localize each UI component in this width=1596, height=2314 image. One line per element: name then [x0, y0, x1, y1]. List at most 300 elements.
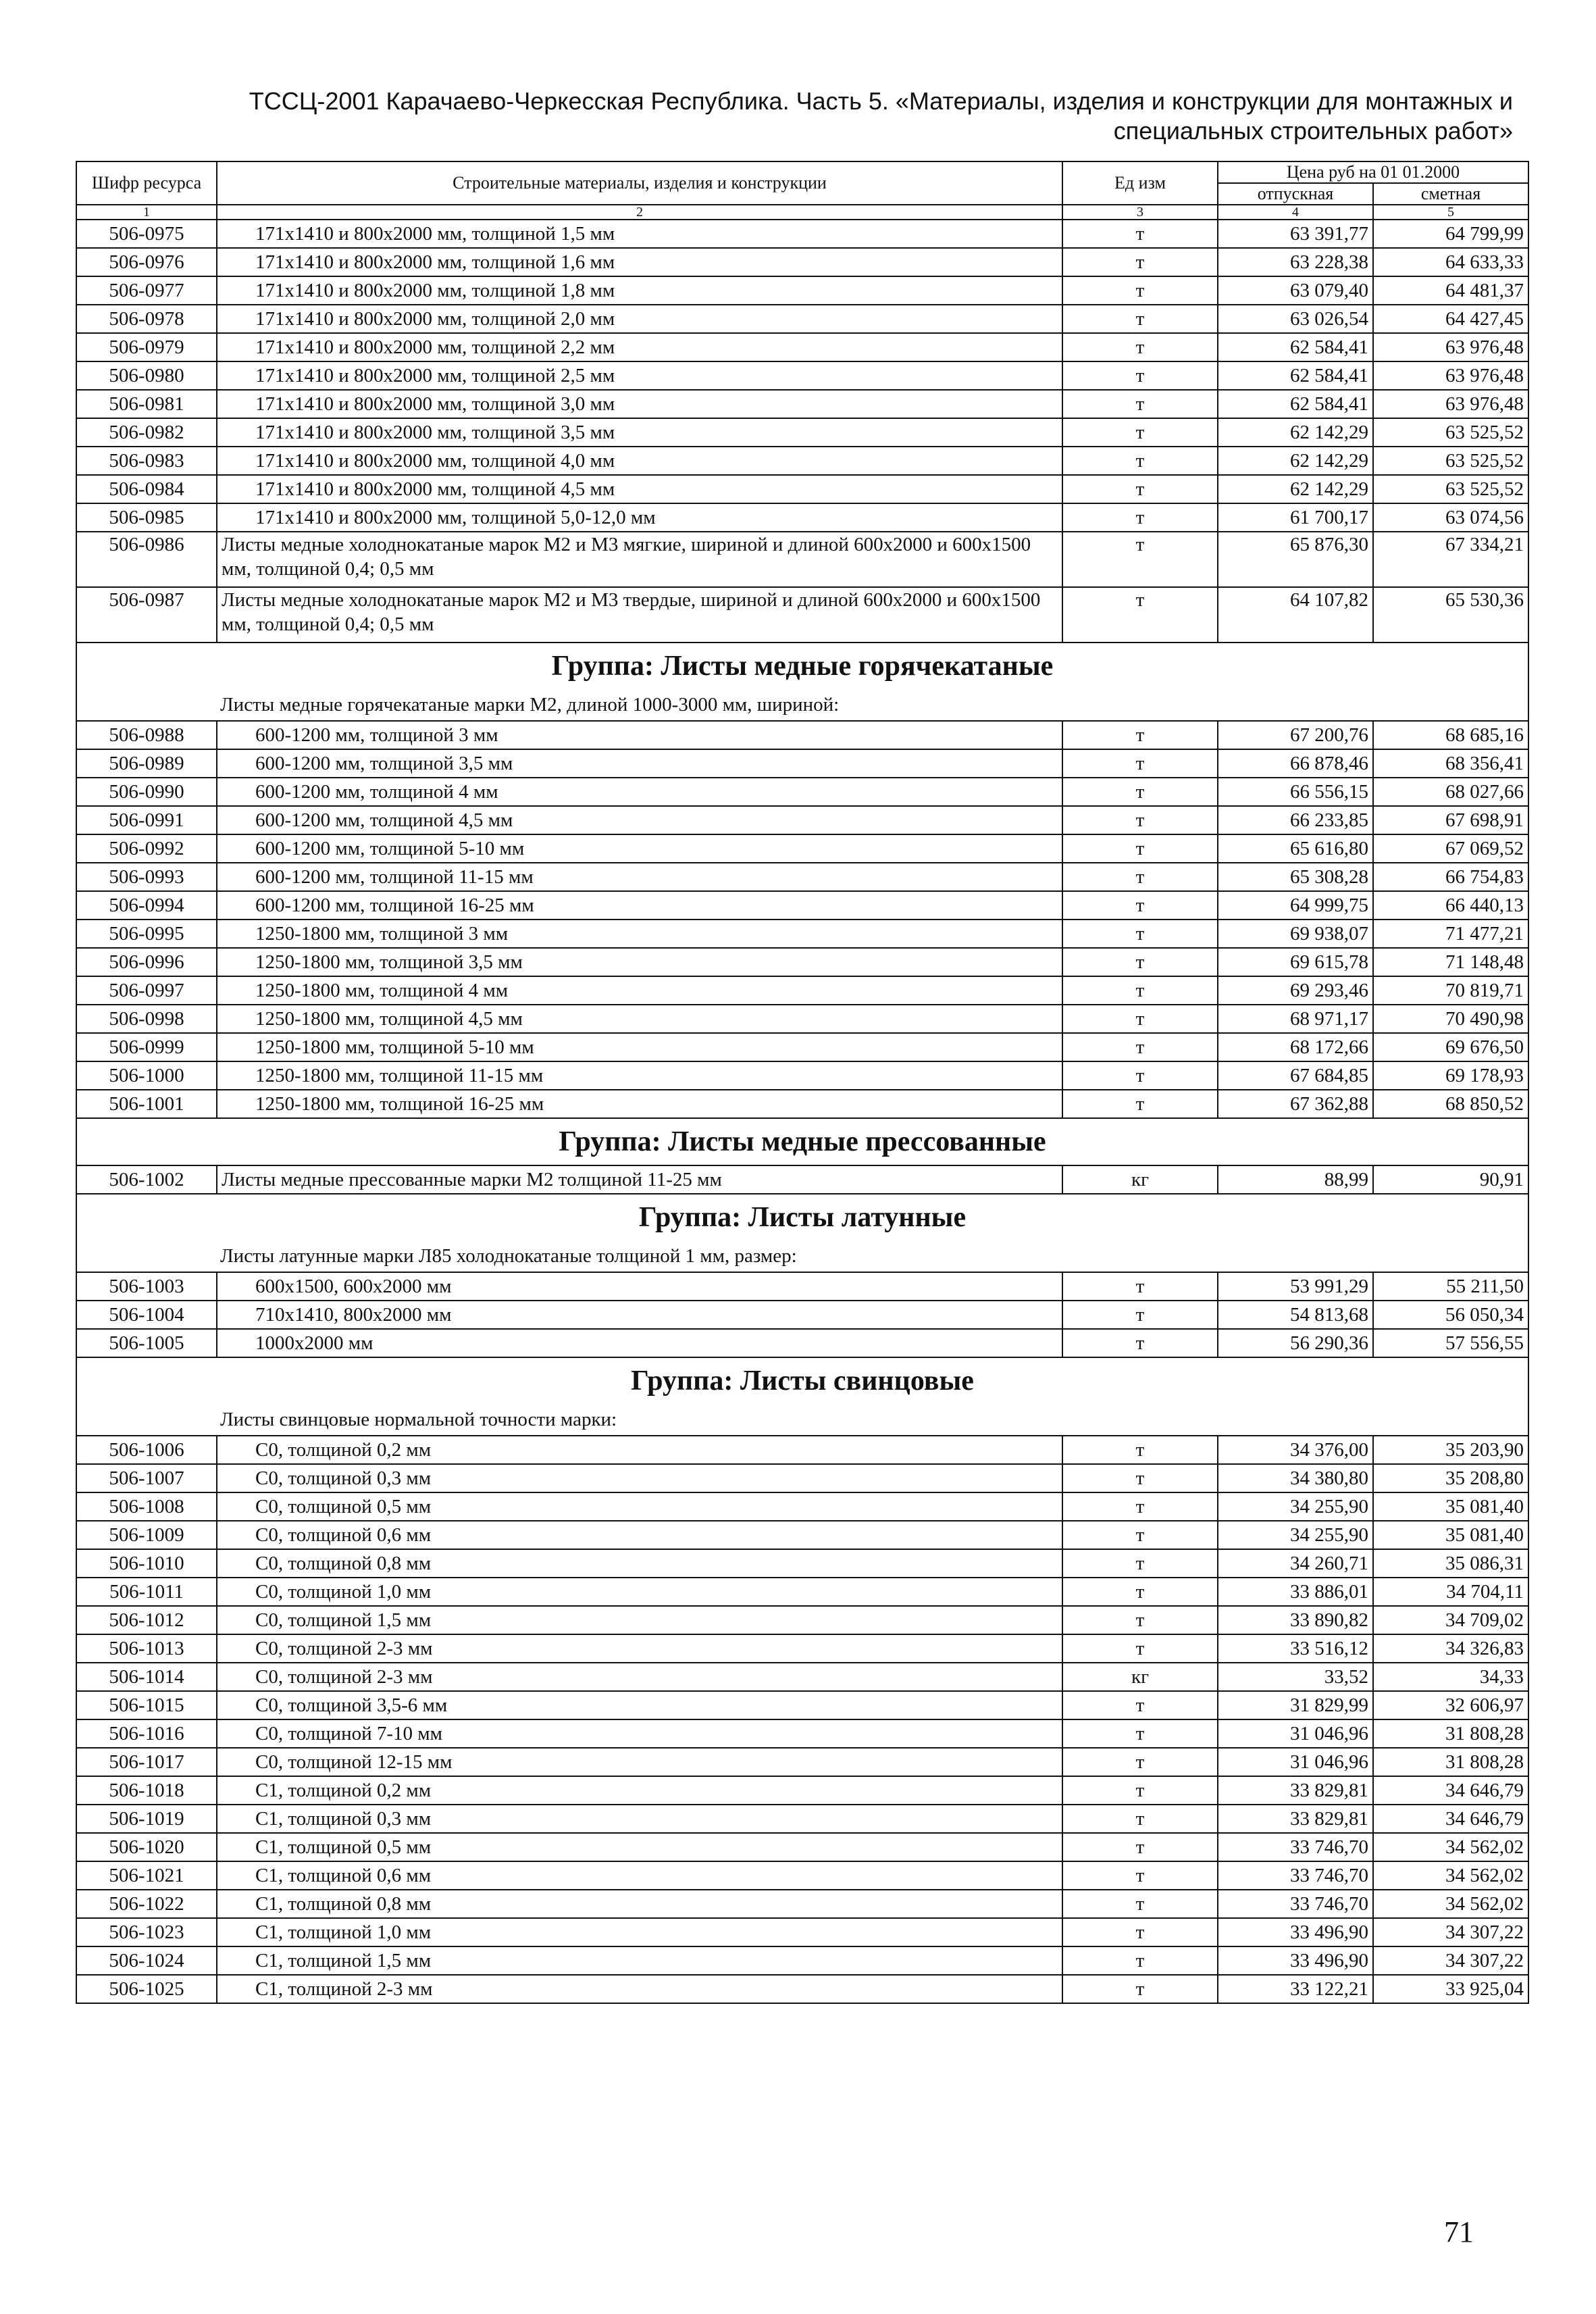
material-name: С0, толщиной 0,5 мм [217, 1492, 1062, 1521]
material-name: 600x1500, 600x2000 мм [217, 1272, 1062, 1301]
material-name: 600-1200 мм, толщиной 16-25 мм [217, 891, 1062, 920]
group-heading-row [76, 1357, 1528, 1404]
estimate-price: 67 069,52 [1373, 834, 1528, 863]
material-name: 600-1200 мм, толщиной 4,5 мм [217, 806, 1062, 834]
estimate-price: 34,33 [1373, 1663, 1528, 1691]
resource-code: 506-0998 [76, 1005, 217, 1033]
table-row [76, 1691, 1528, 1719]
resource-code: 506-0976 [76, 248, 217, 276]
group-subheading: Листы латунные марки Л85 холоднокатаные толщиной 1 мм, размер: [76, 1240, 1528, 1272]
estimate-price: 68 356,41 [1373, 749, 1528, 778]
unit: т [1062, 503, 1218, 532]
release-price: 33 746,70 [1218, 1833, 1373, 1861]
unit: т [1062, 587, 1218, 643]
estimate-price: 63 525,52 [1373, 475, 1528, 503]
release-price: 64 107,82 [1218, 587, 1373, 643]
release-price: 65 616,80 [1218, 834, 1373, 863]
material-name: 171x1410 и 800x2000 мм, толщиной 1,5 мм [217, 220, 1062, 248]
release-price: 56 290,36 [1218, 1329, 1373, 1357]
resource-code: 506-0981 [76, 390, 217, 418]
unit: т [1062, 834, 1218, 863]
group-subheading-row [76, 1240, 1528, 1272]
release-price: 34 255,90 [1218, 1521, 1373, 1549]
release-price: 66 878,46 [1218, 749, 1373, 778]
table-row [76, 447, 1528, 475]
table-row [76, 220, 1528, 248]
estimate-price: 67 334,21 [1373, 532, 1528, 587]
resource-code: 506-0999 [76, 1033, 217, 1061]
table-row [76, 1805, 1528, 1833]
material-name: 171x1410 и 800x2000 мм, толщиной 4,0 мм [217, 447, 1062, 475]
material-name: 1250-1800 мм, толщиной 16-25 мм [217, 1090, 1062, 1118]
release-price: 33 829,81 [1218, 1776, 1373, 1805]
release-price: 62 584,41 [1218, 333, 1373, 361]
material-name: 600-1200 мм, толщиной 5-10 мм [217, 834, 1062, 863]
unit: т [1062, 1776, 1218, 1805]
resource-code: 506-1025 [76, 1975, 217, 2003]
group-subheading: Листы свинцовые нормальной точности марки: [76, 1404, 1528, 1436]
estimate-price: 68 027,66 [1373, 778, 1528, 806]
material-name: 171x1410 и 800x2000 мм, толщиной 4,5 мм [217, 475, 1062, 503]
estimate-price: 63 976,48 [1373, 361, 1528, 390]
estimate-price: 35 203,90 [1373, 1436, 1528, 1464]
estimate-price: 35 086,31 [1373, 1549, 1528, 1578]
material-name: 171x1410 и 800x2000 мм, толщиной 2,2 мм [217, 333, 1062, 361]
material-name: Листы медные прессованные марки М2 толщиной 11-25 мм [217, 1165, 1062, 1194]
material-name: 600-1200 мм, толщиной 4 мм [217, 778, 1062, 806]
column-number: 1 [76, 205, 217, 220]
release-price: 66 556,15 [1218, 778, 1373, 806]
material-name: С1, толщиной 0,6 мм [217, 1861, 1062, 1890]
material-name: 1250-1800 мм, толщиной 4,5 мм [217, 1005, 1062, 1033]
table-row [76, 532, 1528, 587]
unit: т [1062, 778, 1218, 806]
estimate-price: 31 808,28 [1373, 1719, 1528, 1748]
table-row [76, 475, 1528, 503]
release-price: 31 829,99 [1218, 1691, 1373, 1719]
estimate-price: 66 440,13 [1373, 891, 1528, 920]
unit: т [1062, 305, 1218, 333]
estimate-price: 63 525,52 [1373, 418, 1528, 447]
material-name: С1, толщиной 1,5 мм [217, 1946, 1062, 1975]
unit: т [1062, 749, 1218, 778]
estimate-price: 71 477,21 [1373, 920, 1528, 948]
table-row [76, 1776, 1528, 1805]
resource-code: 506-1024 [76, 1946, 217, 1975]
unit: т [1062, 1436, 1218, 1464]
column-number: 3 [1062, 205, 1218, 220]
material-name: С0, толщиной 0,2 мм [217, 1436, 1062, 1464]
table-row [76, 1578, 1528, 1606]
table-row [76, 361, 1528, 390]
unit: т [1062, 1946, 1218, 1975]
release-price: 34 376,00 [1218, 1436, 1373, 1464]
material-name: 600-1200 мм, толщиной 11-15 мм [217, 863, 1062, 891]
resource-code: 506-0990 [76, 778, 217, 806]
table-row [76, 587, 1528, 643]
table-row [76, 1301, 1528, 1329]
table-row [76, 920, 1528, 948]
resource-code: 506-0979 [76, 333, 217, 361]
unit: т [1062, 1719, 1218, 1748]
unit: т [1062, 1090, 1218, 1118]
estimate-price: 55 211,50 [1373, 1272, 1528, 1301]
table-row [76, 1005, 1528, 1033]
resource-code: 506-1004 [76, 1301, 217, 1329]
unit: т [1062, 1805, 1218, 1833]
unit: т [1062, 1606, 1218, 1634]
resource-code: 506-0975 [76, 220, 217, 248]
column-header-estimate: сметная [1373, 183, 1528, 205]
estimate-price: 66 754,83 [1373, 863, 1528, 891]
group-heading-row [76, 643, 1528, 689]
unit: т [1062, 475, 1218, 503]
estimate-price: 68 685,16 [1373, 721, 1528, 749]
table-row [76, 305, 1528, 333]
material-name: Листы медные холоднокатаные марок М2 и М3 мягкие, шириной и длиной 600x2000 и 600x1500 мм, толщиной 0,4; 0,5 мм [217, 532, 1062, 587]
estimate-price: 34 709,02 [1373, 1606, 1528, 1634]
table-row [76, 1833, 1528, 1861]
release-price: 34 255,90 [1218, 1492, 1373, 1521]
estimate-price: 70 490,98 [1373, 1005, 1528, 1033]
table-row [76, 1975, 1528, 2003]
resource-code: 506-1018 [76, 1776, 217, 1805]
estimate-price: 64 481,37 [1373, 276, 1528, 305]
unit: т [1062, 1833, 1218, 1861]
unit: т [1062, 920, 1218, 948]
unit: т [1062, 721, 1218, 749]
resource-code: 506-1007 [76, 1464, 217, 1492]
release-price: 33 890,82 [1218, 1606, 1373, 1634]
resource-code: 506-0995 [76, 920, 217, 948]
table-row [76, 1329, 1528, 1357]
resource-code: 506-0977 [76, 276, 217, 305]
material-name: 171x1410 и 800x2000 мм, толщиной 2,0 мм [217, 305, 1062, 333]
resource-code: 506-1010 [76, 1549, 217, 1578]
unit: т [1062, 863, 1218, 891]
material-name: С0, толщиной 3,5-6 мм [217, 1691, 1062, 1719]
estimate-price: 34 562,02 [1373, 1861, 1528, 1890]
estimate-price: 35 081,40 [1373, 1521, 1528, 1549]
estimate-price: 64 427,45 [1373, 305, 1528, 333]
page-header-line-1: ТССЦ-2001 Карачаево-Черкесская Республика. Часть 5. «Материалы, изделия и конструкции для монтажных и [249, 87, 1513, 115]
unit: т [1062, 390, 1218, 418]
unit: т [1062, 1578, 1218, 1606]
resource-code: 506-1002 [76, 1165, 217, 1194]
resource-code: 506-0980 [76, 361, 217, 390]
material-name: С1, толщиной 0,3 мм [217, 1805, 1062, 1833]
table-row [76, 1492, 1528, 1521]
unit: т [1062, 1748, 1218, 1776]
material-name: С0, толщиной 2-3 мм [217, 1634, 1062, 1663]
estimate-price: 31 808,28 [1373, 1748, 1528, 1776]
estimate-price: 67 698,91 [1373, 806, 1528, 834]
resource-code: 506-1020 [76, 1833, 217, 1861]
material-name: 171x1410 и 800x2000 мм, толщиной 5,0-12,0 мм [217, 503, 1062, 532]
estimate-price: 33 925,04 [1373, 1975, 1528, 2003]
material-name: 1250-1800 мм, толщиной 4 мм [217, 976, 1062, 1005]
release-price: 67 362,88 [1218, 1090, 1373, 1118]
resource-code: 506-1021 [76, 1861, 217, 1890]
table-row [76, 418, 1528, 447]
resource-code: 506-0996 [76, 948, 217, 976]
material-name: 1250-1800 мм, толщиной 3,5 мм [217, 948, 1062, 976]
table-row [76, 503, 1528, 532]
release-price: 62 142,29 [1218, 418, 1373, 447]
material-name: 171x1410 и 800x2000 мм, толщиной 1,8 мм [217, 276, 1062, 305]
release-price: 62 584,41 [1218, 361, 1373, 390]
material-name: С0, толщиной 7-10 мм [217, 1719, 1062, 1748]
estimate-price: 63 976,48 [1373, 390, 1528, 418]
unit: т [1062, 1861, 1218, 1890]
unit: т [1062, 220, 1218, 248]
material-name: 1250-1800 мм, толщиной 3 мм [217, 920, 1062, 948]
resource-code: 506-1001 [76, 1090, 217, 1118]
group-subheading: Листы медные горячекатаные марки М2, длиной 1000-3000 мм, шириной: [76, 689, 1528, 721]
table-row [76, 1719, 1528, 1748]
estimate-price: 35 208,80 [1373, 1464, 1528, 1492]
estimate-price: 63 525,52 [1373, 447, 1528, 475]
column-header-release: отпускная [1218, 183, 1373, 205]
table-row [76, 1436, 1528, 1464]
release-price: 33 516,12 [1218, 1634, 1373, 1663]
table-body [76, 220, 1528, 2003]
estimate-price: 63 976,48 [1373, 333, 1528, 361]
unit: т [1062, 1301, 1218, 1329]
unit: т [1062, 1329, 1218, 1357]
estimate-price: 34 326,83 [1373, 1634, 1528, 1663]
release-price: 62 142,29 [1218, 447, 1373, 475]
material-name: С0, толщиной 2-3 мм [217, 1663, 1062, 1691]
material-name: 1250-1800 мм, толщиной 5-10 мм [217, 1033, 1062, 1061]
material-name: 171x1410 и 800x2000 мм, толщиной 2,5 мм [217, 361, 1062, 390]
resource-code: 506-1012 [76, 1606, 217, 1634]
unit: т [1062, 948, 1218, 976]
table-row [76, 1946, 1528, 1975]
estimate-price: 64 633,33 [1373, 248, 1528, 276]
resource-code: 506-1008 [76, 1492, 217, 1521]
unit: т [1062, 1492, 1218, 1521]
table-row [76, 276, 1528, 305]
resource-code: 506-1019 [76, 1805, 217, 1833]
estimate-price: 34 307,22 [1373, 1918, 1528, 1946]
table-row [76, 1861, 1528, 1890]
resource-code: 506-1015 [76, 1691, 217, 1719]
resource-code: 506-1006 [76, 1436, 217, 1464]
estimate-price: 65 530,36 [1373, 587, 1528, 643]
table-row [76, 333, 1528, 361]
table-row [76, 1272, 1528, 1301]
estimate-price: 34 646,79 [1373, 1776, 1528, 1805]
group-heading: Группа: Листы медные горячекатаные [76, 643, 1528, 689]
material-name: 600-1200 мм, толщиной 3,5 мм [217, 749, 1062, 778]
page-number: 71 [1444, 2215, 1474, 2248]
estimate-price: 32 606,97 [1373, 1691, 1528, 1719]
column-header-name: Строительные материалы, изделия и конструкции [217, 161, 1062, 205]
unit: т [1062, 976, 1218, 1005]
estimate-price: 34 562,02 [1373, 1890, 1528, 1918]
release-price: 31 046,96 [1218, 1748, 1373, 1776]
estimate-price: 35 081,40 [1373, 1492, 1528, 1521]
estimate-price: 69 676,50 [1373, 1033, 1528, 1061]
material-name: С0, толщиной 0,8 мм [217, 1549, 1062, 1578]
unit: т [1062, 248, 1218, 276]
unit: т [1062, 1061, 1218, 1090]
release-price: 68 971,17 [1218, 1005, 1373, 1033]
table-row [76, 1918, 1528, 1946]
group-subheading-row [76, 1404, 1528, 1436]
release-price: 54 813,68 [1218, 1301, 1373, 1329]
material-name: 1250-1800 мм, толщиной 11-15 мм [217, 1061, 1062, 1090]
resource-code: 506-0992 [76, 834, 217, 863]
release-price: 33 496,90 [1218, 1946, 1373, 1975]
release-price: 33 122,21 [1218, 1975, 1373, 2003]
release-price: 68 172,66 [1218, 1033, 1373, 1061]
material-name: 171x1410 и 800x2000 мм, толщиной 3,0 мм [217, 390, 1062, 418]
release-price: 63 391,77 [1218, 220, 1373, 248]
unit: т [1062, 1691, 1218, 1719]
release-price: 31 046,96 [1218, 1719, 1373, 1748]
estimate-price: 57 556,55 [1373, 1329, 1528, 1357]
material-name: С1, толщиной 2-3 мм [217, 1975, 1062, 2003]
unit: т [1062, 891, 1218, 920]
material-name: С1, толщиной 0,5 мм [217, 1833, 1062, 1861]
resource-code: 506-1003 [76, 1272, 217, 1301]
table-row [76, 891, 1528, 920]
table-row [76, 976, 1528, 1005]
release-price: 34 260,71 [1218, 1549, 1373, 1578]
table-row [76, 1033, 1528, 1061]
estimate-price: 68 850,52 [1373, 1090, 1528, 1118]
resource-code: 506-0991 [76, 806, 217, 834]
unit: т [1062, 532, 1218, 587]
estimate-price: 34 704,11 [1373, 1578, 1528, 1606]
material-name: 171x1410 и 800x2000 мм, толщиной 1,6 мм [217, 248, 1062, 276]
resource-code: 506-1016 [76, 1719, 217, 1748]
table-row [76, 390, 1528, 418]
release-price: 67 684,85 [1218, 1061, 1373, 1090]
table-row [76, 1634, 1528, 1663]
unit: т [1062, 361, 1218, 390]
estimate-price: 34 646,79 [1373, 1805, 1528, 1833]
release-price: 69 938,07 [1218, 920, 1373, 948]
estimate-price: 71 148,48 [1373, 948, 1528, 976]
material-name: С1, толщиной 1,0 мм [217, 1918, 1062, 1946]
table-row [76, 1090, 1528, 1118]
resource-code: 506-1023 [76, 1918, 217, 1946]
release-price: 63 079,40 [1218, 276, 1373, 305]
release-price: 61 700,17 [1218, 503, 1373, 532]
table-row [76, 1663, 1528, 1691]
unit: кг [1062, 1663, 1218, 1691]
material-name: С0, толщиной 1,0 мм [217, 1578, 1062, 1606]
resource-code: 506-0978 [76, 305, 217, 333]
table-row [76, 1549, 1528, 1578]
resource-code: 506-0989 [76, 749, 217, 778]
unit: т [1062, 1918, 1218, 1946]
resource-code: 506-1009 [76, 1521, 217, 1549]
resource-code: 506-0983 [76, 447, 217, 475]
release-price: 67 200,76 [1218, 721, 1373, 749]
table-row [76, 1061, 1528, 1090]
resource-code: 506-0986 [76, 532, 217, 587]
unit: т [1062, 1464, 1218, 1492]
material-name: 171x1410 и 800x2000 мм, толщиной 3,5 мм [217, 418, 1062, 447]
column-number: 2 [217, 205, 1062, 220]
resource-code: 506-0988 [76, 721, 217, 749]
release-price: 62 142,29 [1218, 475, 1373, 503]
table-row [76, 1606, 1528, 1634]
column-number: 4 [1218, 205, 1373, 220]
material-name: С1, толщиной 0,2 мм [217, 1776, 1062, 1805]
unit: т [1062, 1033, 1218, 1061]
resource-code: 506-1013 [76, 1634, 217, 1663]
release-price: 33 496,90 [1218, 1918, 1373, 1946]
material-name: С0, толщиной 0,6 мм [217, 1521, 1062, 1549]
resource-code: 506-1005 [76, 1329, 217, 1357]
table-row [76, 1521, 1528, 1549]
column-number: 5 [1373, 205, 1528, 220]
price-table [76, 161, 1529, 2004]
unit: т [1062, 1549, 1218, 1578]
release-price: 88,99 [1218, 1165, 1373, 1194]
table-row [76, 1890, 1528, 1918]
table-row [76, 1748, 1528, 1776]
release-price: 33 746,70 [1218, 1890, 1373, 1918]
estimate-price: 64 799,99 [1373, 220, 1528, 248]
group-heading: Группа: Листы латунные [76, 1194, 1528, 1240]
estimate-price: 56 050,34 [1373, 1301, 1528, 1329]
release-price: 63 228,38 [1218, 248, 1373, 276]
estimate-price: 69 178,93 [1373, 1061, 1528, 1090]
unit: кг [1062, 1165, 1218, 1194]
unit: т [1062, 806, 1218, 834]
material-name: С0, толщиной 1,5 мм [217, 1606, 1062, 1634]
resource-code: 506-0987 [76, 587, 217, 643]
material-name: С1, толщиной 0,8 мм [217, 1890, 1062, 1918]
page-header-line-2: специальных строительных работ» [1113, 117, 1513, 145]
release-price: 66 233,85 [1218, 806, 1373, 834]
material-name: 1000x2000 мм [217, 1329, 1062, 1357]
release-price: 65 308,28 [1218, 863, 1373, 891]
release-price: 33 886,01 [1218, 1578, 1373, 1606]
resource-code: 506-1014 [76, 1663, 217, 1691]
release-price: 33 746,70 [1218, 1861, 1373, 1890]
release-price: 34 380,80 [1218, 1464, 1373, 1492]
estimate-price: 90,91 [1373, 1165, 1528, 1194]
table-row [76, 721, 1528, 749]
unit: т [1062, 276, 1218, 305]
group-heading: Группа: Листы медные прессованные [76, 1118, 1528, 1165]
release-price: 62 584,41 [1218, 390, 1373, 418]
table-row [76, 248, 1528, 276]
material-name: 710x1410, 800x2000 мм [217, 1301, 1062, 1329]
resource-code: 506-1022 [76, 1890, 217, 1918]
unit: т [1062, 1005, 1218, 1033]
unit: т [1062, 1634, 1218, 1663]
material-name: С0, толщиной 12-15 мм [217, 1748, 1062, 1776]
table-row [76, 806, 1528, 834]
release-price: 65 876,30 [1218, 532, 1373, 587]
column-header-code: Шифр ресурса [76, 161, 217, 205]
release-price: 33,52 [1218, 1663, 1373, 1691]
unit: т [1062, 418, 1218, 447]
estimate-price: 70 819,71 [1373, 976, 1528, 1005]
unit: т [1062, 1272, 1218, 1301]
table-row [76, 1464, 1528, 1492]
release-price: 69 615,78 [1218, 948, 1373, 976]
table-row [76, 863, 1528, 891]
